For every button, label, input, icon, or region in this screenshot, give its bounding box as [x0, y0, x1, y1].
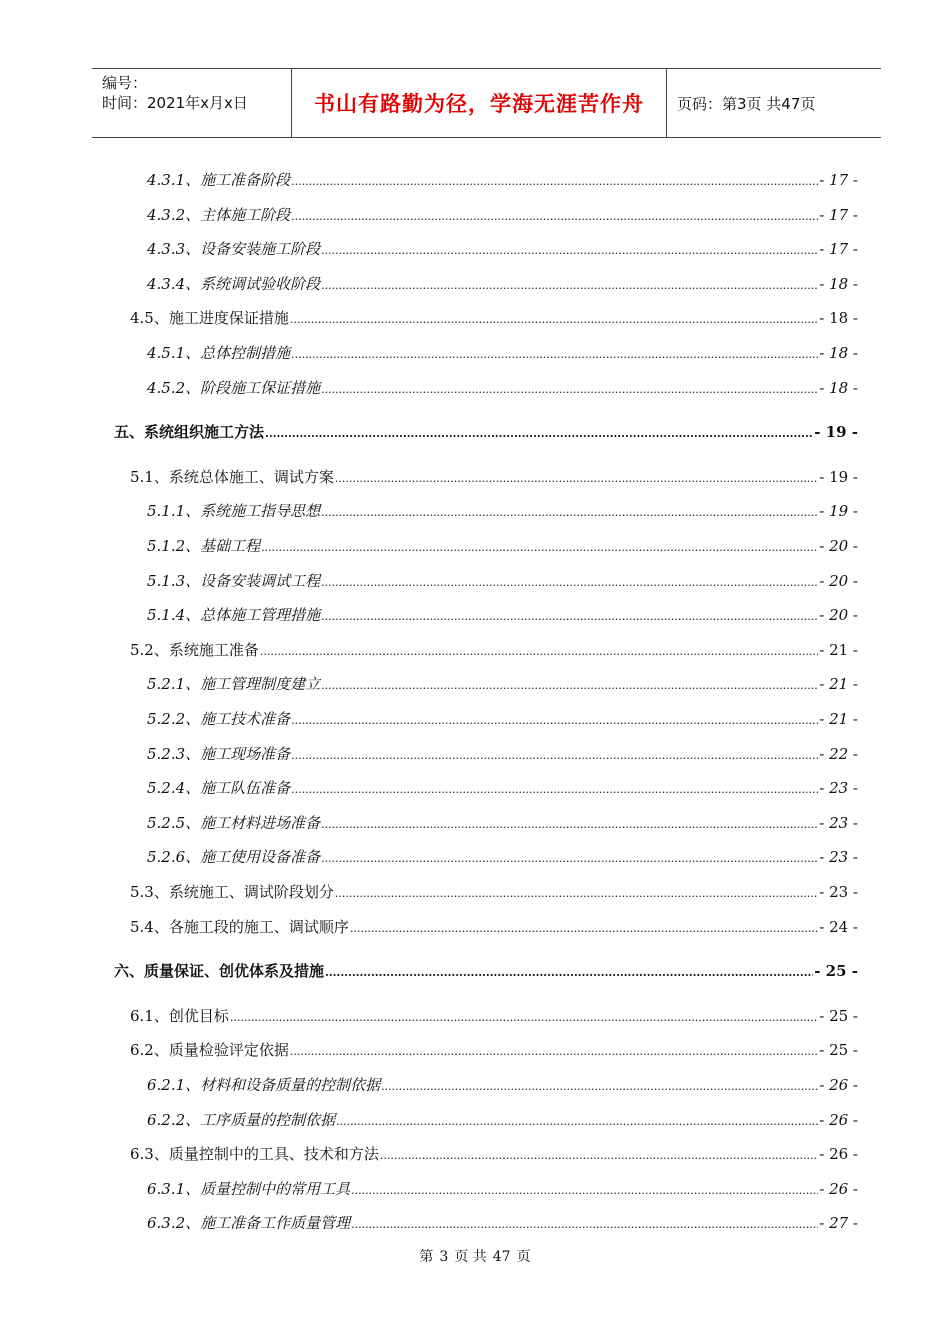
toc-entry-page: - 21 - [819, 640, 858, 659]
toc-entry[interactable] [114, 422, 858, 444]
toc-entry-page: - 25 - [814, 962, 858, 981]
toc-entry[interactable] [147, 536, 858, 558]
toc-entry-title: 5.3、系统施工、调试阶段划分 [130, 883, 334, 901]
toc-leader-dots [290, 308, 818, 330]
toc-entry-page: - 21 - [819, 675, 858, 694]
toc-entry[interactable] [130, 1040, 858, 1062]
toc-entry[interactable] [147, 274, 858, 296]
toc-entry-title: 5.2.1、施工管理制度建立 [147, 675, 321, 694]
toc-leader-dots [321, 571, 818, 593]
toc-entry-title: 五、系统组织施工方法 [114, 423, 265, 442]
toc-entry[interactable] [147, 378, 858, 400]
toc-leader-dots [291, 343, 818, 365]
toc-entry[interactable] [147, 170, 858, 192]
toc-leader-dots [260, 640, 818, 662]
toc-entry-page: - 26 - [819, 1110, 858, 1129]
toc-leader-dots [291, 170, 818, 192]
toc-entry-title: 5.1、系统总体施工、调试方案 [130, 467, 334, 486]
toc-entry-title: 5.1.2、基础工程 [147, 537, 261, 555]
toc-leader-dots [291, 205, 818, 227]
toc-entry-title: 4.3.4、系统调试验收阶段 [147, 274, 321, 293]
toc-leader-dots [321, 378, 818, 400]
toc-leader-dots [321, 813, 818, 835]
toc-entry-page: - 17 - [819, 240, 858, 259]
toc-entry-page: - 22 - [819, 744, 858, 763]
toc-leader-dots [321, 605, 818, 627]
toc-entry[interactable] [147, 343, 858, 365]
toc-entry-page: - 23 - [819, 779, 858, 798]
toc-entry-title: 6.3.1、质量控制中的常用工具 [147, 1179, 351, 1198]
toc-entry[interactable] [114, 961, 858, 983]
toc-entry-page: - 23 - [819, 848, 858, 867]
toc-leader-dots [380, 1144, 818, 1166]
document-number-label: 编号： [102, 74, 148, 92]
toc-entry[interactable] [147, 1110, 858, 1132]
toc-entry[interactable] [130, 882, 858, 904]
page-header [92, 68, 881, 138]
toc-entry-page: - 17 - [819, 205, 858, 224]
header-motto: 书山有路勤为径，学海无涯苦作舟 [292, 69, 667, 137]
toc-leader-dots [321, 674, 818, 696]
toc-entry[interactable] [130, 640, 858, 662]
toc-entry[interactable] [147, 571, 858, 593]
toc-leader-dots [336, 1110, 818, 1132]
toc-leader-dots [335, 467, 818, 489]
toc-entry-page: - 23 - [819, 883, 858, 901]
toc-leader-dots [230, 1006, 818, 1028]
toc-entry[interactable] [147, 239, 858, 261]
toc-entry-page: - 25 - [819, 1006, 858, 1025]
footer-current-page: 3 [439, 1249, 449, 1265]
toc-entry-page: - 18 - [819, 274, 858, 293]
toc-leader-dots [321, 847, 818, 869]
footer-prefix: 第 [419, 1249, 434, 1265]
toc-entry[interactable] [147, 501, 858, 523]
footer-mid: 页 共 [454, 1249, 487, 1265]
toc-entry[interactable] [130, 467, 858, 489]
toc-leader-dots [265, 422, 813, 444]
toc-entry-page: - 20 - [819, 537, 858, 555]
toc-entry-title: 6.3.2、施工准备工作质量管理 [147, 1214, 351, 1233]
toc-entry-title: 5.2.4、施工队伍准备 [147, 779, 291, 798]
toc-entry-title: 6.2.1、材料和设备质量的控制依据 [147, 1076, 381, 1094]
toc-entry[interactable] [147, 205, 858, 227]
toc-leader-dots [261, 536, 818, 558]
toc-entry-page: - 19 - [819, 502, 858, 521]
toc-entry-title: 6.1、创优目标 [130, 1006, 229, 1025]
toc-entry-title: 六、质量保证、创优体系及措施 [114, 962, 325, 981]
toc-entry-title: 6.2.2、工序质量的控制依据 [147, 1110, 336, 1129]
toc-leader-dots [291, 744, 818, 766]
toc-entry-page: - 21 - [819, 710, 858, 728]
toc-entry[interactable] [147, 1213, 858, 1235]
toc-entry-page: - 24 - [819, 917, 858, 936]
footer-suffix: 页 [516, 1249, 531, 1265]
toc-entry-page: - 20 - [819, 571, 858, 590]
document-time-label: 时间：2021年x月x日 [102, 94, 248, 112]
toc-entry-title: 5.2.5、施工材料进场准备 [147, 813, 321, 832]
toc-entry-page: - 27 - [819, 1214, 858, 1233]
toc-leader-dots [381, 1075, 818, 1097]
toc-leader-dots [291, 709, 818, 731]
toc-entry[interactable] [130, 917, 858, 939]
toc-entry-page: - 23 - [819, 813, 858, 832]
toc-leader-dots [351, 1179, 818, 1201]
toc-leader-dots [350, 917, 818, 939]
toc-entry-title: 5.2、系统施工准备 [130, 640, 259, 659]
toc-entry[interactable] [147, 778, 858, 800]
toc-entry-page: - 25 - [819, 1041, 858, 1060]
toc-entry-title: 5.2.3、施工现场准备 [147, 744, 291, 763]
toc-leader-dots [291, 778, 818, 800]
toc-leader-dots [335, 882, 818, 904]
toc-entry-title: 6.2、质量检验评定依据 [130, 1041, 289, 1060]
toc-leader-dots [325, 961, 813, 983]
toc-entry-title: 4.5.1、总体控制措施 [147, 344, 291, 362]
toc-entry-page: - 26 - [819, 1076, 858, 1094]
toc-entry[interactable] [147, 847, 858, 869]
toc-entry[interactable] [147, 1179, 858, 1201]
toc-entry-title: 4.3.3、设备安装施工阶段 [147, 240, 321, 259]
toc-leader-dots [290, 1040, 818, 1062]
footer-total-pages: 47 [492, 1249, 511, 1265]
toc-leader-dots [351, 1213, 818, 1235]
toc-entry[interactable] [130, 1144, 858, 1166]
header-meta [92, 69, 292, 137]
toc-entry-page: - 18 - [819, 344, 858, 362]
toc-entry-page: - 18 - [819, 378, 858, 397]
toc-entry[interactable] [147, 813, 858, 835]
toc-entry-title: 5.1.3、设备安装调试工程 [147, 571, 321, 590]
toc-entry-page: - 26 - [819, 1179, 858, 1198]
toc-entry[interactable] [130, 1006, 858, 1028]
toc-entry[interactable] [147, 674, 858, 696]
toc-entry-page: - 26 - [819, 1145, 858, 1164]
toc-entry[interactable] [147, 709, 858, 731]
toc-entry-page: - 18 - [819, 309, 858, 328]
toc-leader-dots [321, 501, 818, 523]
toc-entry-page: - 19 - [819, 467, 858, 486]
toc-entry-title: 4.5.2、阶段施工保证措施 [147, 378, 321, 397]
toc-entry[interactable] [147, 744, 858, 766]
toc-entry[interactable] [130, 308, 858, 330]
toc-entry-title: 5.2.6、施工使用设备准备 [147, 848, 321, 867]
toc-entry-title: 5.1.1、系统施工指导思想 [147, 502, 321, 521]
toc-entry-title: 5.1.4、总体施工管理措施 [147, 606, 321, 625]
toc-entry-title: 5.4、各施工段的施工、调试顺序 [130, 917, 349, 936]
header-page-info: 页码：第3页 共47页 [677, 94, 816, 113]
toc-entry-title: 4.5、施工进度保证措施 [130, 309, 289, 328]
toc-entry-page: - 19 - [814, 423, 858, 442]
toc-entry-title: 5.2.2、施工技术准备 [147, 710, 291, 728]
toc-entry-title: 4.3.2、主体施工阶段 [147, 205, 291, 224]
toc-entry[interactable] [147, 605, 858, 627]
page-footer [0, 1246, 950, 1266]
toc-entry-title: 6.3、质量控制中的工具、技术和方法 [130, 1145, 379, 1164]
toc-leader-dots [321, 239, 818, 261]
toc-entry-page: - 17 - [819, 171, 858, 189]
toc-leader-dots [321, 274, 818, 296]
toc-entry-title: 4.3.1、施工准备阶段 [147, 171, 291, 189]
toc-entry[interactable] [147, 1075, 858, 1097]
toc-entry-page: - 20 - [819, 606, 858, 625]
